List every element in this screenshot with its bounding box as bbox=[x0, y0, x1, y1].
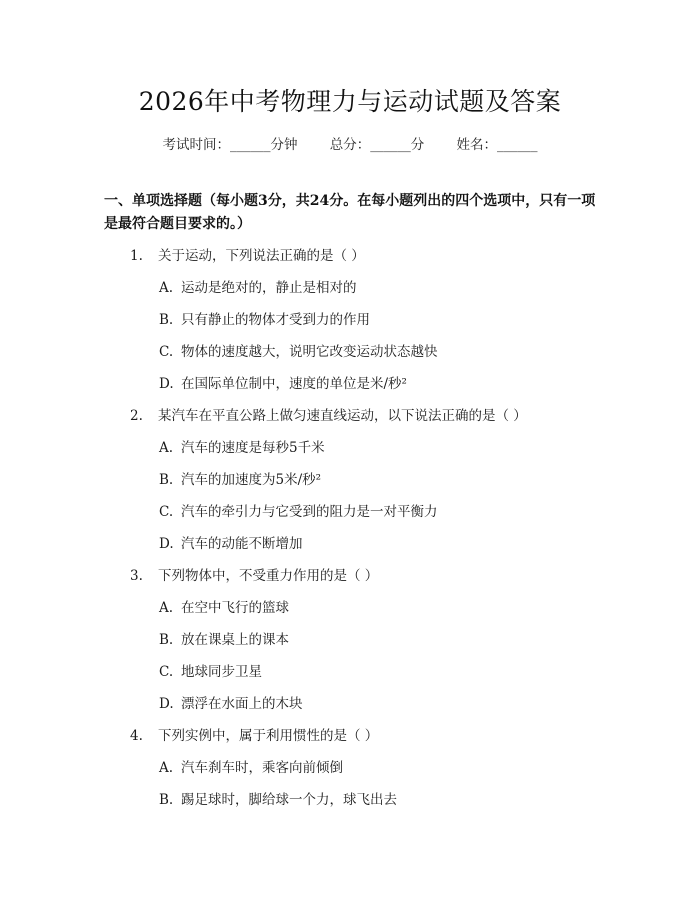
option-letter: A. bbox=[159, 440, 174, 456]
option-letter: C. bbox=[159, 344, 174, 360]
question-number: 3. bbox=[130, 568, 143, 584]
question-number: 4. bbox=[130, 728, 143, 744]
option-text: 踢足球时，脚给球一个力，球飞出去 bbox=[181, 792, 397, 808]
q3-option-c bbox=[159, 660, 262, 680]
exam-meta bbox=[0, 133, 700, 153]
option-letter: B. bbox=[159, 792, 174, 808]
q2-option-d bbox=[159, 532, 303, 552]
option-letter: D. bbox=[159, 536, 174, 552]
option-letter: A. bbox=[159, 760, 174, 776]
option-text: 汽车的速度是每秒5千米 bbox=[181, 440, 325, 456]
q2-option-b bbox=[159, 468, 321, 488]
q4-option-a bbox=[159, 756, 343, 776]
q3-option-d bbox=[159, 692, 303, 712]
question-text: 某汽车在平直公路上做匀速直线运动，以下说法正确的是（ ） bbox=[158, 408, 527, 424]
q4-option-b bbox=[159, 788, 397, 808]
option-text: 运动是绝对的，静止是相对的 bbox=[181, 280, 357, 296]
q1-option-c bbox=[159, 340, 438, 360]
option-text: 放在课桌上的课本 bbox=[181, 632, 289, 648]
option-letter: A. bbox=[159, 280, 174, 296]
option-letter: B. bbox=[159, 632, 174, 648]
option-text: 汽车的牵引力与它受到的阻力是一对平衡力 bbox=[181, 504, 438, 520]
question-2 bbox=[130, 404, 527, 424]
option-letter: B. bbox=[159, 312, 174, 328]
question-1 bbox=[130, 244, 365, 264]
option-letter: D. bbox=[159, 376, 174, 392]
q1-option-d bbox=[159, 372, 407, 392]
option-text: 汽车的加速度为5米/秒² bbox=[181, 472, 322, 488]
option-letter: C. bbox=[159, 664, 174, 680]
question-3 bbox=[130, 564, 378, 584]
option-letter: B. bbox=[159, 472, 174, 488]
option-text: 物体的速度越大，说明它改变运动状态越快 bbox=[181, 344, 438, 360]
option-text: 在空中飞行的篮球 bbox=[181, 600, 289, 616]
q3-option-b bbox=[159, 628, 289, 648]
option-text: 在国际单位制中，速度的单位是米/秒² bbox=[181, 376, 407, 392]
page-title: 2026年中考物理力与运动试题及答案 bbox=[138, 87, 562, 116]
question-text: 关于运动，下列说法正确的是（ ） bbox=[158, 248, 365, 264]
q1-option-a bbox=[159, 276, 357, 296]
question-text: 下列物体中，不受重力作用的是（ ） bbox=[158, 568, 379, 584]
q2-option-a bbox=[159, 436, 325, 456]
question-4 bbox=[130, 724, 378, 744]
option-letter: A. bbox=[159, 600, 174, 616]
option-text: 汽车刹车时，乘客向前倾倒 bbox=[181, 760, 343, 776]
total-score-field: 总分：______分 bbox=[329, 137, 425, 153]
option-letter: D. bbox=[159, 696, 174, 712]
option-text: 只有静止的物体才受到力的作用 bbox=[181, 312, 370, 328]
option-letter: C. bbox=[159, 504, 174, 520]
student-name-field: 姓名：______ bbox=[456, 137, 538, 153]
option-text: 汽车的动能不断增加 bbox=[181, 536, 303, 552]
question-number: 2. bbox=[130, 408, 143, 424]
q2-option-c bbox=[159, 500, 438, 520]
question-text: 下列实例中，属于利用惯性的是（ ） bbox=[158, 728, 379, 744]
option-text: 漂浮在水面上的木块 bbox=[181, 696, 303, 712]
option-text: 地球同步卫星 bbox=[181, 664, 262, 680]
question-number: 1. bbox=[130, 248, 143, 264]
q1-option-b bbox=[159, 308, 370, 328]
exam-time-field: 考试时间：______分钟 bbox=[162, 137, 298, 153]
q3-option-a bbox=[159, 596, 289, 616]
section-heading: 一、单项选择题（每小题3分，共24分。在每小题列出的四个选项中，只有一项是最符合题目要求的。） bbox=[104, 193, 596, 232]
